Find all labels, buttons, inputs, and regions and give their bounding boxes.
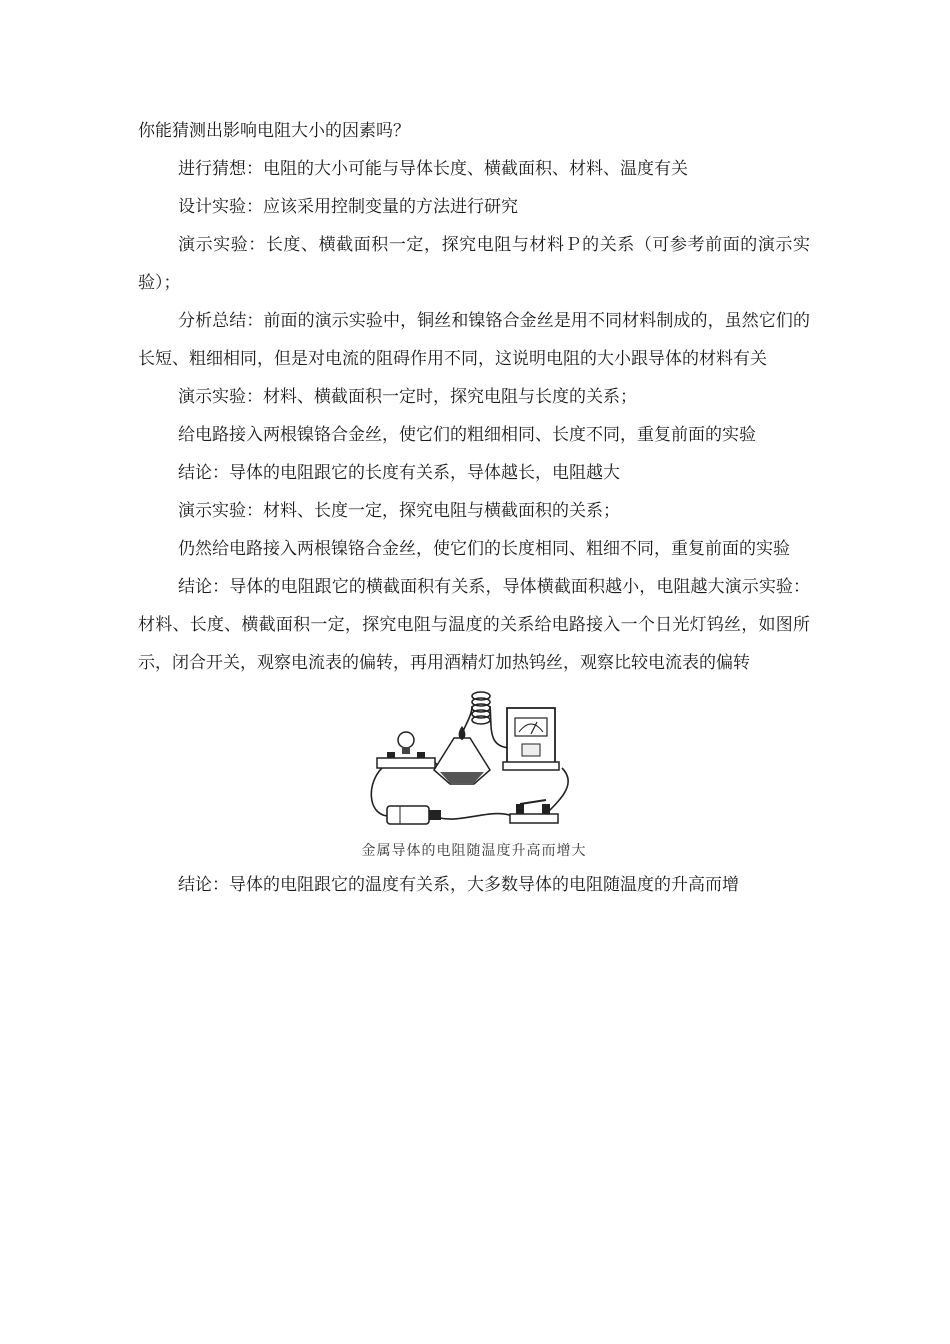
paragraph-question: 你能猜测出影响电阻大小的因素吗？ (138, 121, 410, 141)
bulb-icon (398, 732, 414, 748)
switch (510, 800, 558, 823)
paragraph-area-conclusion-and-temperature-demo: 结论：导体的电阻跟它的横截面积有关系，导体横截面积越小，电阻越大演示实验：材料、长度、横截面积一定，探究电阻与温度的关系给电路接入一个日光灯钨丝，如图所示，闭合开关，观察电流表的偏转，再用酒精灯加热钨丝，观察比较电流表的偏转 (138, 577, 810, 673)
paragraph-demo-length: 演示实验：材料、横截面积一定时，探究电阻与长度的关系； (178, 387, 637, 407)
figure-caption: 金属导体的电阻随温度升高而增大 (361, 843, 587, 859)
paragraph-hypothesis: 进行猜想：电阻的大小可能与导体长度、横截面积、材料、温度有关 (178, 159, 688, 179)
circuit-illustration (362, 688, 592, 838)
tungsten-coil (472, 692, 490, 724)
paragraph-demo-area: 演示实验：材料、长度一定，探究电阻与横截面积的关系； (178, 501, 620, 521)
circuit-figure (138, 686, 810, 866)
document-body (138, 112, 810, 904)
wire-bottom (440, 814, 512, 819)
battery (387, 806, 441, 824)
paragraph-length-procedure: 给电路接入两根镍铬合金丝，使它们的粗细相同、长度不同，重复前面的实验 (178, 425, 756, 445)
paragraph-analysis: 分析总结：前面的演示实验中，铜丝和镍铬合金丝是用不同材料制成的，虽然它们的长短、粗细相同，但是对电流的阻碍作用不同，这说明电阻的大小跟导体的材料有关 (138, 311, 810, 369)
paragraph-temperature-conclusion: 结论：导体的电阻跟它的温度有关系，大多数导体的电阻随温度的升高而增 (178, 875, 739, 895)
paragraph-design: 设计实验：应该采用控制变量的方法进行研究 (178, 197, 518, 217)
alcohol-lamp (434, 726, 490, 784)
bulb-board (377, 732, 435, 768)
wire-left (371, 768, 387, 816)
paragraph-demo-material: 演示实验：长度、横截面积一定，探究电阻与材料Ｐ的关系（可参考前面的演示实验）； (138, 235, 810, 293)
wire-right (547, 768, 568, 813)
paragraph-length-conclusion: 结论：导体的电阻跟它的长度有关系，导体越长，电阻越大 (178, 463, 620, 483)
ammeter (503, 708, 559, 770)
paragraph-area-procedure: 仍然给电路接入两根镍铬合金丝，使它们的长度相同、粗细不同，重复前面的实验 (178, 539, 790, 559)
